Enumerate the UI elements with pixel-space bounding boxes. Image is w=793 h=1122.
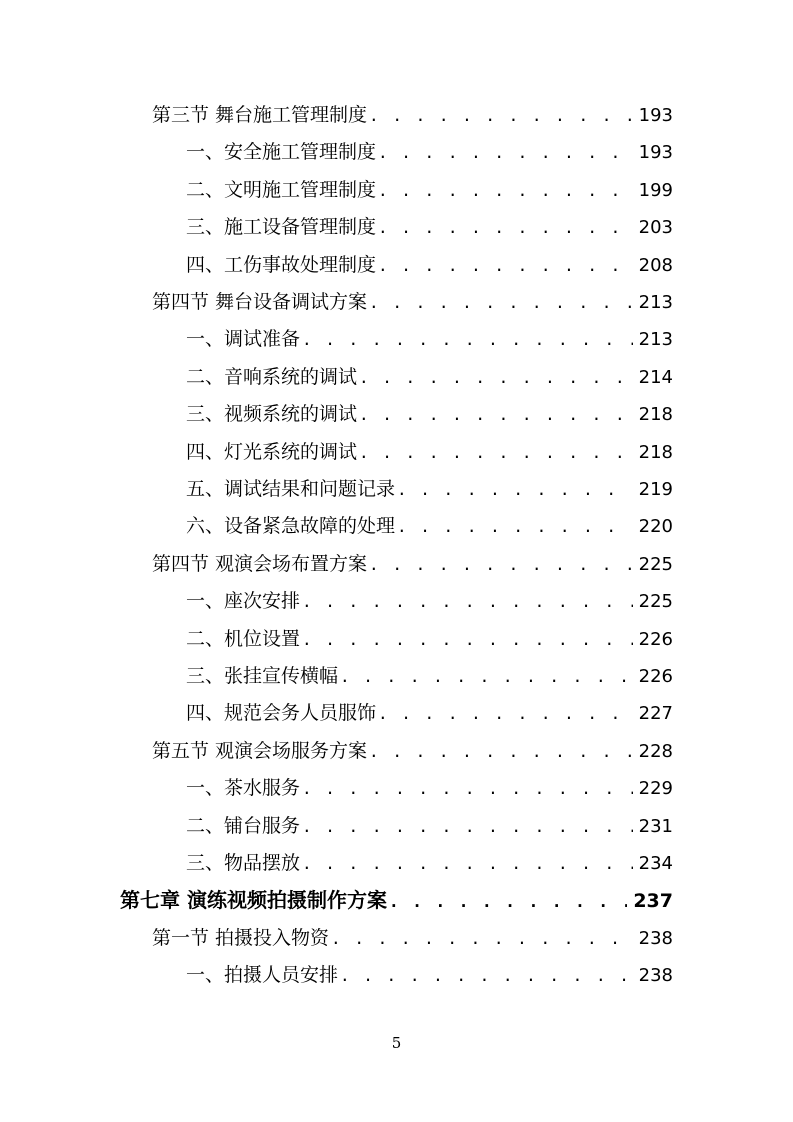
toc-entry-page: 225 bbox=[638, 553, 673, 575]
toc-entry-item bbox=[186, 399, 673, 429]
toc-leader-dots bbox=[340, 662, 633, 691]
toc-leader-dots bbox=[331, 924, 633, 953]
page-number: 5 bbox=[391, 1034, 402, 1052]
toc-entry-label: 一、拍摄人员安排 bbox=[186, 964, 339, 987]
toc-entry-item bbox=[186, 212, 673, 242]
toc-leader-dots bbox=[397, 475, 633, 504]
toc-entry-label: 三、张挂宣传横幅 bbox=[186, 665, 339, 687]
toc-entry-label: 第七章 演练视频拍摄制作方案 bbox=[120, 888, 387, 913]
toc-entry-item bbox=[186, 137, 673, 167]
toc-entry-label: 第四节 舞台设备调试方案 bbox=[152, 291, 368, 313]
toc-leader-dots bbox=[397, 512, 633, 541]
toc-entry-label: 第一节 拍摄投入物资 bbox=[152, 926, 330, 949]
toc-leader-dots bbox=[302, 774, 633, 803]
toc-entry-label: 一、安全施工管理制度 bbox=[186, 141, 377, 164]
toc-entry-label: 三、物品摆放 bbox=[186, 852, 301, 874]
toc-entry-page: 193 bbox=[638, 142, 673, 164]
toc-entry-page: 218 bbox=[638, 404, 673, 426]
toc-entry-page: 208 bbox=[638, 254, 673, 276]
toc-entry-label: 二、音响系统的调试 bbox=[186, 365, 358, 388]
toc-entry-page: 225 bbox=[638, 591, 673, 613]
toc-entry-chapter bbox=[120, 885, 673, 915]
toc-entry-item bbox=[186, 511, 673, 541]
toc-entry-page: 199 bbox=[638, 179, 673, 201]
toc-entry-label: 一、座次安排 bbox=[186, 590, 301, 613]
toc-entry-section bbox=[152, 549, 673, 579]
toc-leader-dots bbox=[302, 625, 633, 654]
toc-entry-page: 214 bbox=[638, 366, 673, 388]
toc-entry-label: 六、设备紧急故障的处理 bbox=[186, 515, 396, 538]
toc-entry-item bbox=[186, 586, 673, 616]
toc-entry-section bbox=[152, 923, 673, 953]
toc-leader-dots bbox=[359, 438, 633, 467]
toc-entry-page: 219 bbox=[638, 479, 673, 500]
toc-entry-page: 220 bbox=[638, 516, 673, 538]
toc-entry-item bbox=[186, 437, 673, 467]
toc-entry-item bbox=[186, 811, 673, 841]
toc-entry-page: 227 bbox=[638, 703, 673, 725]
toc-entry-label: 四、灯光系统的调试 bbox=[186, 440, 358, 463]
toc-entry-item bbox=[186, 324, 673, 354]
toc-entry-label: 一、茶水服务 bbox=[186, 777, 301, 800]
toc-leader-dots bbox=[369, 101, 633, 130]
toc-entry-page: 238 bbox=[638, 965, 673, 987]
toc-entry-page: 226 bbox=[638, 628, 673, 650]
toc-leader-dots bbox=[369, 288, 633, 317]
toc-entry-label: 二、文明施工管理制度 bbox=[186, 178, 377, 201]
toc-leader-dots bbox=[359, 363, 633, 392]
toc-leader-dots bbox=[359, 400, 633, 429]
toc-entry-label: 三、施工设备管理制度 bbox=[186, 216, 377, 239]
toc-entry-page: 237 bbox=[633, 890, 673, 913]
toc-entry-page: 234 bbox=[638, 853, 673, 874]
toc-entry-page: 238 bbox=[638, 927, 673, 949]
toc-leader-dots bbox=[378, 699, 633, 728]
toc-leader-dots bbox=[369, 737, 633, 766]
toc-entry-label: 第三节 舞台施工管理制度 bbox=[152, 104, 368, 126]
toc-entry-page: 203 bbox=[638, 217, 673, 239]
toc-entry-page: 193 bbox=[638, 105, 673, 126]
toc-leader-dots bbox=[302, 812, 633, 841]
toc-entry-item bbox=[186, 848, 673, 878]
toc-entry-label: 三、视频系统的调试 bbox=[186, 403, 358, 426]
toc-leader-dots bbox=[378, 138, 633, 167]
toc-leader-dots bbox=[378, 176, 633, 205]
toc-entry-page: 226 bbox=[638, 666, 673, 687]
toc-leader-dots bbox=[369, 550, 633, 579]
toc-entry-item bbox=[186, 250, 673, 280]
toc-leader-dots bbox=[340, 961, 633, 990]
toc-leader-dots bbox=[389, 887, 627, 915]
toc-entry-item bbox=[186, 624, 673, 654]
toc-entry-section bbox=[152, 736, 673, 766]
toc-entry-label: 五、调试结果和问题记录 bbox=[186, 478, 396, 500]
toc-entry-section bbox=[152, 100, 673, 130]
toc-entry-item bbox=[186, 175, 673, 205]
toc-entry-item bbox=[186, 960, 673, 990]
toc-entry-page: 228 bbox=[638, 740, 673, 762]
toc-entry-page: 213 bbox=[638, 292, 673, 313]
toc-entry-label: 一、调试准备 bbox=[186, 328, 301, 351]
toc-entry-item bbox=[186, 362, 673, 392]
toc-entry-item bbox=[186, 698, 673, 728]
toc-entry-page: 231 bbox=[638, 815, 673, 837]
toc-entry-label: 二、机位设置 bbox=[186, 627, 301, 650]
toc-entry-label: 四、规范会务人员服饰 bbox=[186, 702, 377, 725]
toc-entry-label: 第五节 观演会场服务方案 bbox=[152, 739, 368, 762]
toc-entry-item bbox=[186, 773, 673, 803]
toc-entry-page: 218 bbox=[638, 441, 673, 463]
toc-leader-dots bbox=[302, 325, 633, 354]
toc-leader-dots bbox=[378, 213, 633, 242]
toc-leader-dots bbox=[302, 587, 633, 616]
toc-entry-item bbox=[186, 661, 673, 691]
toc-entry-section bbox=[152, 287, 673, 317]
toc-leader-dots bbox=[378, 251, 633, 280]
toc-entry-label: 四、工伤事故处理制度 bbox=[186, 253, 377, 276]
toc-entry-page: 213 bbox=[638, 329, 673, 351]
toc-entry-item bbox=[186, 474, 673, 504]
toc-entry-label: 二、铺台服务 bbox=[186, 814, 301, 837]
toc-entry-label: 第四节 观演会场布置方案 bbox=[152, 552, 368, 575]
toc-entry-page: 229 bbox=[638, 778, 673, 800]
toc-leader-dots bbox=[302, 849, 633, 878]
